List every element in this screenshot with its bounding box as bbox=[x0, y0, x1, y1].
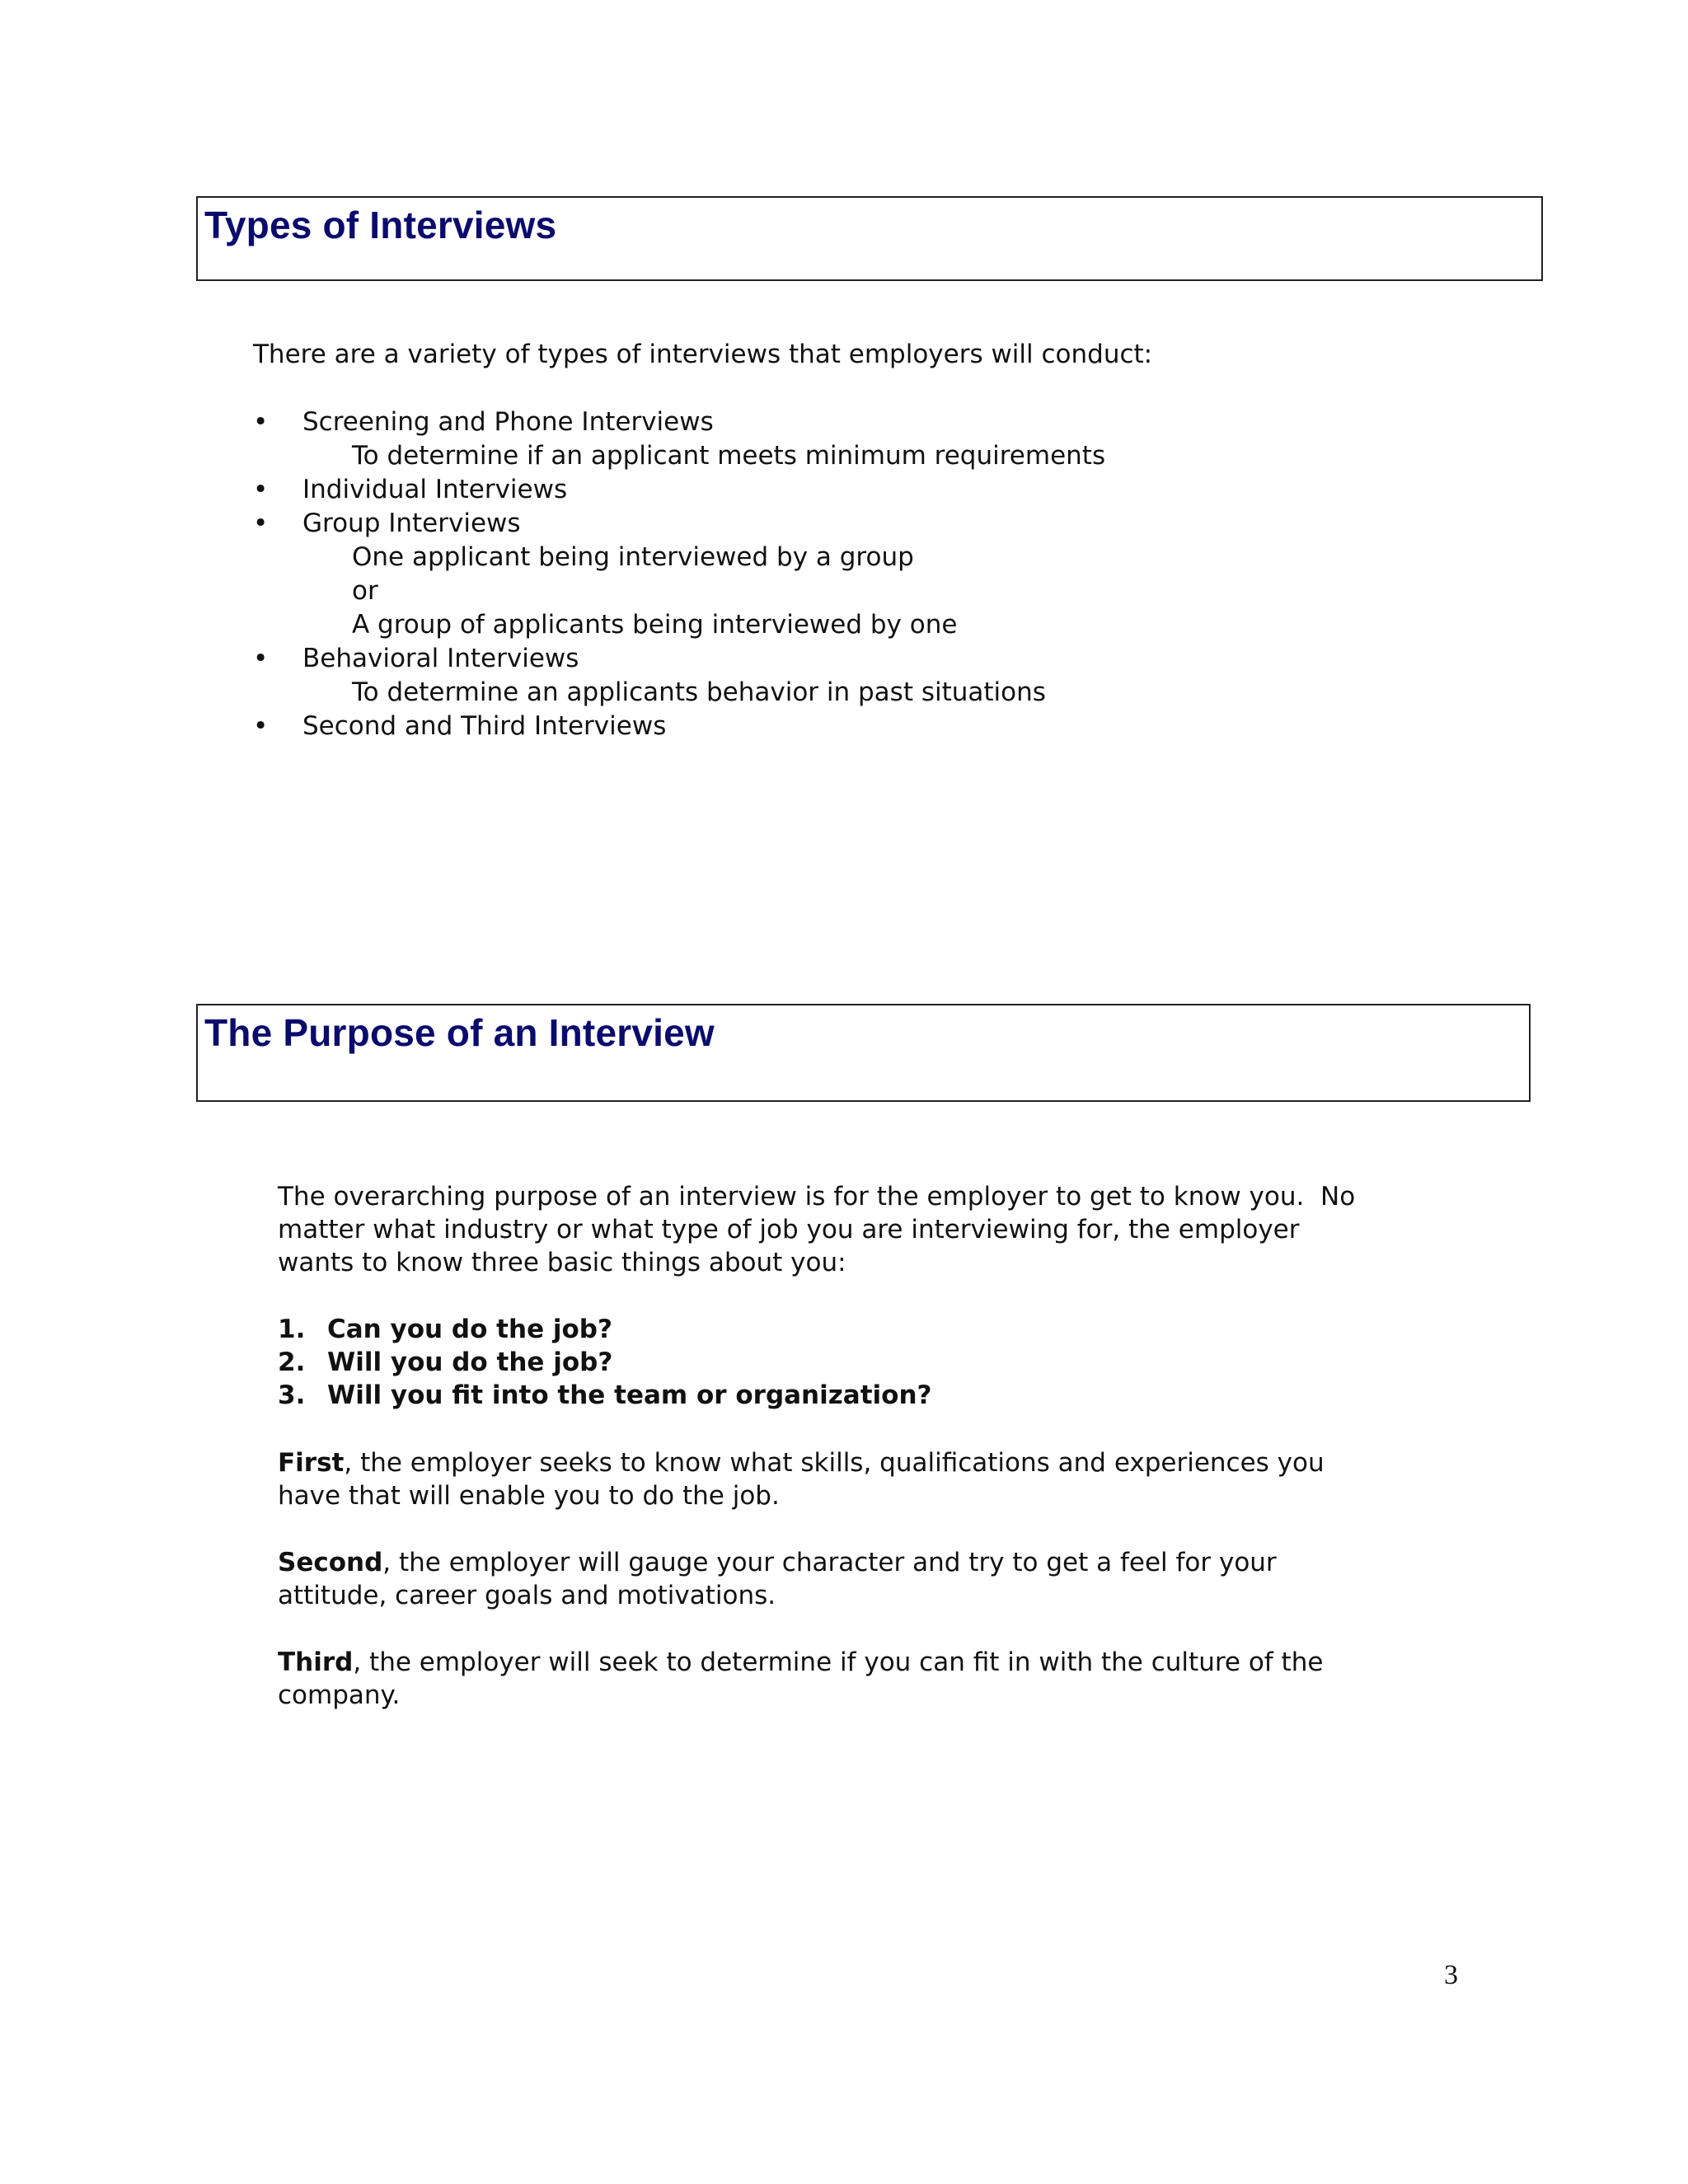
list-item-detail: One applicant being interviewed by a group bbox=[352, 542, 914, 572]
second-paragraph bbox=[278, 1546, 1382, 1612]
third-body: , the employer will seek to determine if you can fit in with the culture of the company. bbox=[278, 1647, 1332, 1710]
section-heading-box-purpose bbox=[196, 1004, 1531, 1102]
list-number: 1. bbox=[278, 1315, 306, 1344]
list-item bbox=[253, 473, 1489, 507]
list-item-detail: or bbox=[352, 576, 378, 606]
list-item-label: Individual Interviews bbox=[302, 475, 568, 504]
list-item-detail: To determine an applicants behavior in past situations bbox=[352, 677, 1046, 707]
list-item bbox=[253, 710, 1489, 743]
three-questions-list bbox=[278, 1313, 1432, 1412]
section-title-types: Types of Interviews bbox=[204, 204, 557, 246]
third-paragraph bbox=[278, 1646, 1432, 1712]
bullet-icon: • bbox=[253, 644, 269, 673]
bullet-icon: • bbox=[253, 407, 269, 437]
purpose-intro-text: The overarching purpose of an interview is for the employer to get to know you. No matter what industry or what type of job you are interviewing for, the employer wants to know three basic things about you: bbox=[278, 1182, 1364, 1277]
second-lead: Second bbox=[278, 1548, 383, 1577]
first-body: , the employer seeks to know what skills, qualifications and experiences you have that will enable you to do the job. bbox=[278, 1448, 1333, 1511]
list-item bbox=[253, 405, 1489, 473]
list-item bbox=[278, 1379, 1432, 1412]
types-intro-text: There are a variety of types of interviews that employers will conduct: bbox=[253, 340, 1153, 369]
list-number: 2. bbox=[278, 1347, 306, 1377]
list-item-detail: To determine if an applicant meets minimum requirements bbox=[352, 441, 1106, 471]
third-lead: Third bbox=[278, 1647, 354, 1677]
bullet-icon: • bbox=[253, 475, 269, 504]
list-item-label: Behavioral Interviews bbox=[302, 644, 579, 673]
list-item-detail: A group of applicants being interviewed by one bbox=[352, 610, 958, 640]
list-item-label: Screening and Phone Interviews bbox=[302, 407, 714, 437]
list-item bbox=[278, 1346, 1432, 1379]
question-text: Can you do the job? bbox=[327, 1315, 612, 1344]
list-number: 3. bbox=[278, 1380, 306, 1410]
first-paragraph bbox=[278, 1446, 1382, 1512]
list-item-label: Second and Third Interviews bbox=[302, 711, 667, 741]
bullet-icon: • bbox=[253, 711, 269, 741]
list-item-label: Group Interviews bbox=[302, 509, 521, 538]
section-heading-box-types bbox=[196, 196, 1543, 281]
question-text: Will you fit into the team or organization? bbox=[327, 1380, 932, 1410]
list-item bbox=[253, 642, 1489, 710]
second-body: , the employer will gauge your character and try to get a feel for your attitude, career goals and motivations. bbox=[278, 1548, 1285, 1610]
interview-types-list bbox=[253, 405, 1489, 743]
list-item bbox=[278, 1313, 1432, 1346]
list-item bbox=[253, 507, 1489, 642]
first-lead: First bbox=[278, 1448, 345, 1478]
bullet-icon: • bbox=[253, 509, 269, 538]
section-title-purpose: The Purpose of an Interview bbox=[204, 1011, 715, 1054]
question-text: Will you do the job? bbox=[327, 1347, 613, 1377]
page-number: 3 bbox=[1444, 1960, 1458, 1990]
